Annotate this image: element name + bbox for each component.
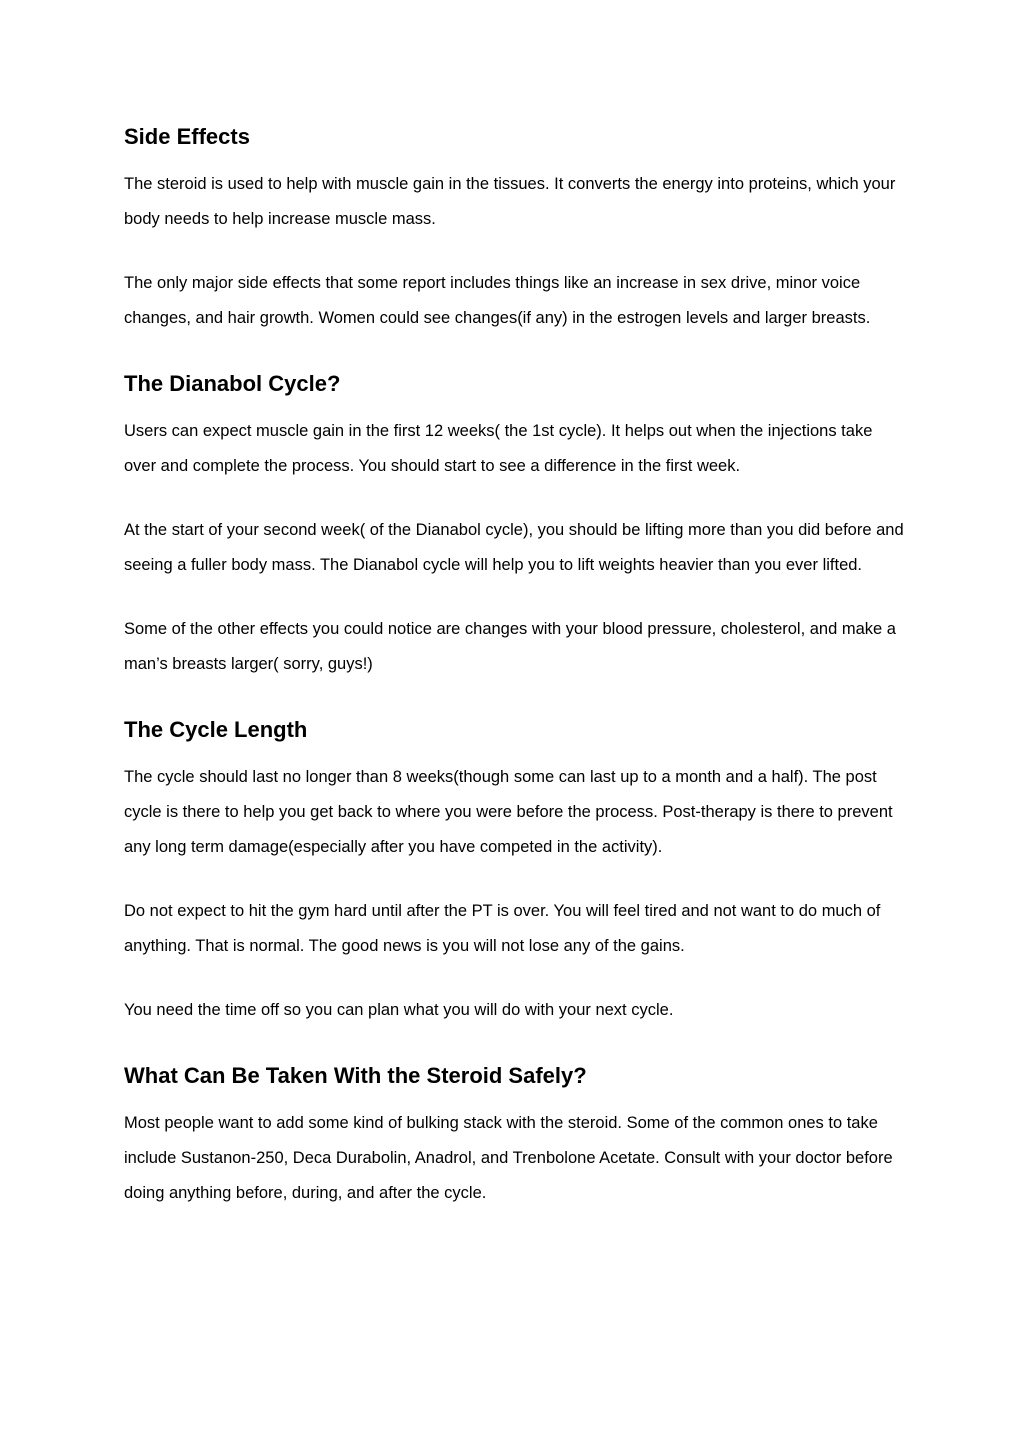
paragraph: The cycle should last no longer than 8 weeks(though some can last up to a month and a half). The post cycle is there to help you get back to where you were before the process. Post-therapy is there to prevent any long term damage(especially after you have competed in the activity). <box>124 768 893 856</box>
section-heading: The Cycle Length <box>124 717 308 742</box>
section-dianabol-cycle <box>124 366 904 682</box>
paragraph: Users can expect muscle gain in the first 12 weeks( the 1st cycle). It helps out when the injections take over and complete the process. You should start to see a difference in the first week. <box>124 422 873 475</box>
section-taken-safely <box>124 1058 904 1211</box>
section-heading: Side Effects <box>124 124 250 149</box>
paragraph: Most people want to add some kind of bulking stack with the steroid. Some of the common ones to take include Sustanon-250, Deca Durabolin, Anadrol, and Trenbolone Acetate. Consult with your doctor before doing anything before, during, and after the cycle. <box>124 1114 893 1202</box>
paragraph: You need the time off so you can plan what you will do with your next cycle. <box>124 1001 674 1019</box>
section-heading: The Dianabol Cycle? <box>124 371 341 396</box>
section-heading: What Can Be Taken With the Steroid Safely? <box>124 1063 587 1088</box>
paragraph: The steroid is used to help with muscle gain in the tissues. It converts the energy into proteins, which your body needs to help increase muscle mass. <box>124 175 896 228</box>
paragraph: The only major side effects that some report includes things like an increase in sex drive, minor voice changes, and hair growth. Women could see changes(if any) in the estrogen levels and larger breasts. <box>124 274 871 327</box>
paragraph: Do not expect to hit the gym hard until after the PT is over. You will feel tired and not want to do much of anything. That is normal. The good news is you will not lose any of the gains. <box>124 902 881 955</box>
paragraph: Some of the other effects you could notice are changes with your blood pressure, cholesterol, and make a man’s breasts larger( sorry, guys!) <box>124 620 896 673</box>
document-page <box>124 119 904 1240</box>
section-side-effects <box>124 119 904 336</box>
paragraph: At the start of your second week( of the Dianabol cycle), you should be lifting more than you did before and seeing a fuller body mass. The Dianabol cycle will help you to lift weights heavier than you ever lifted. <box>124 521 904 574</box>
section-cycle-length <box>124 712 904 1028</box>
